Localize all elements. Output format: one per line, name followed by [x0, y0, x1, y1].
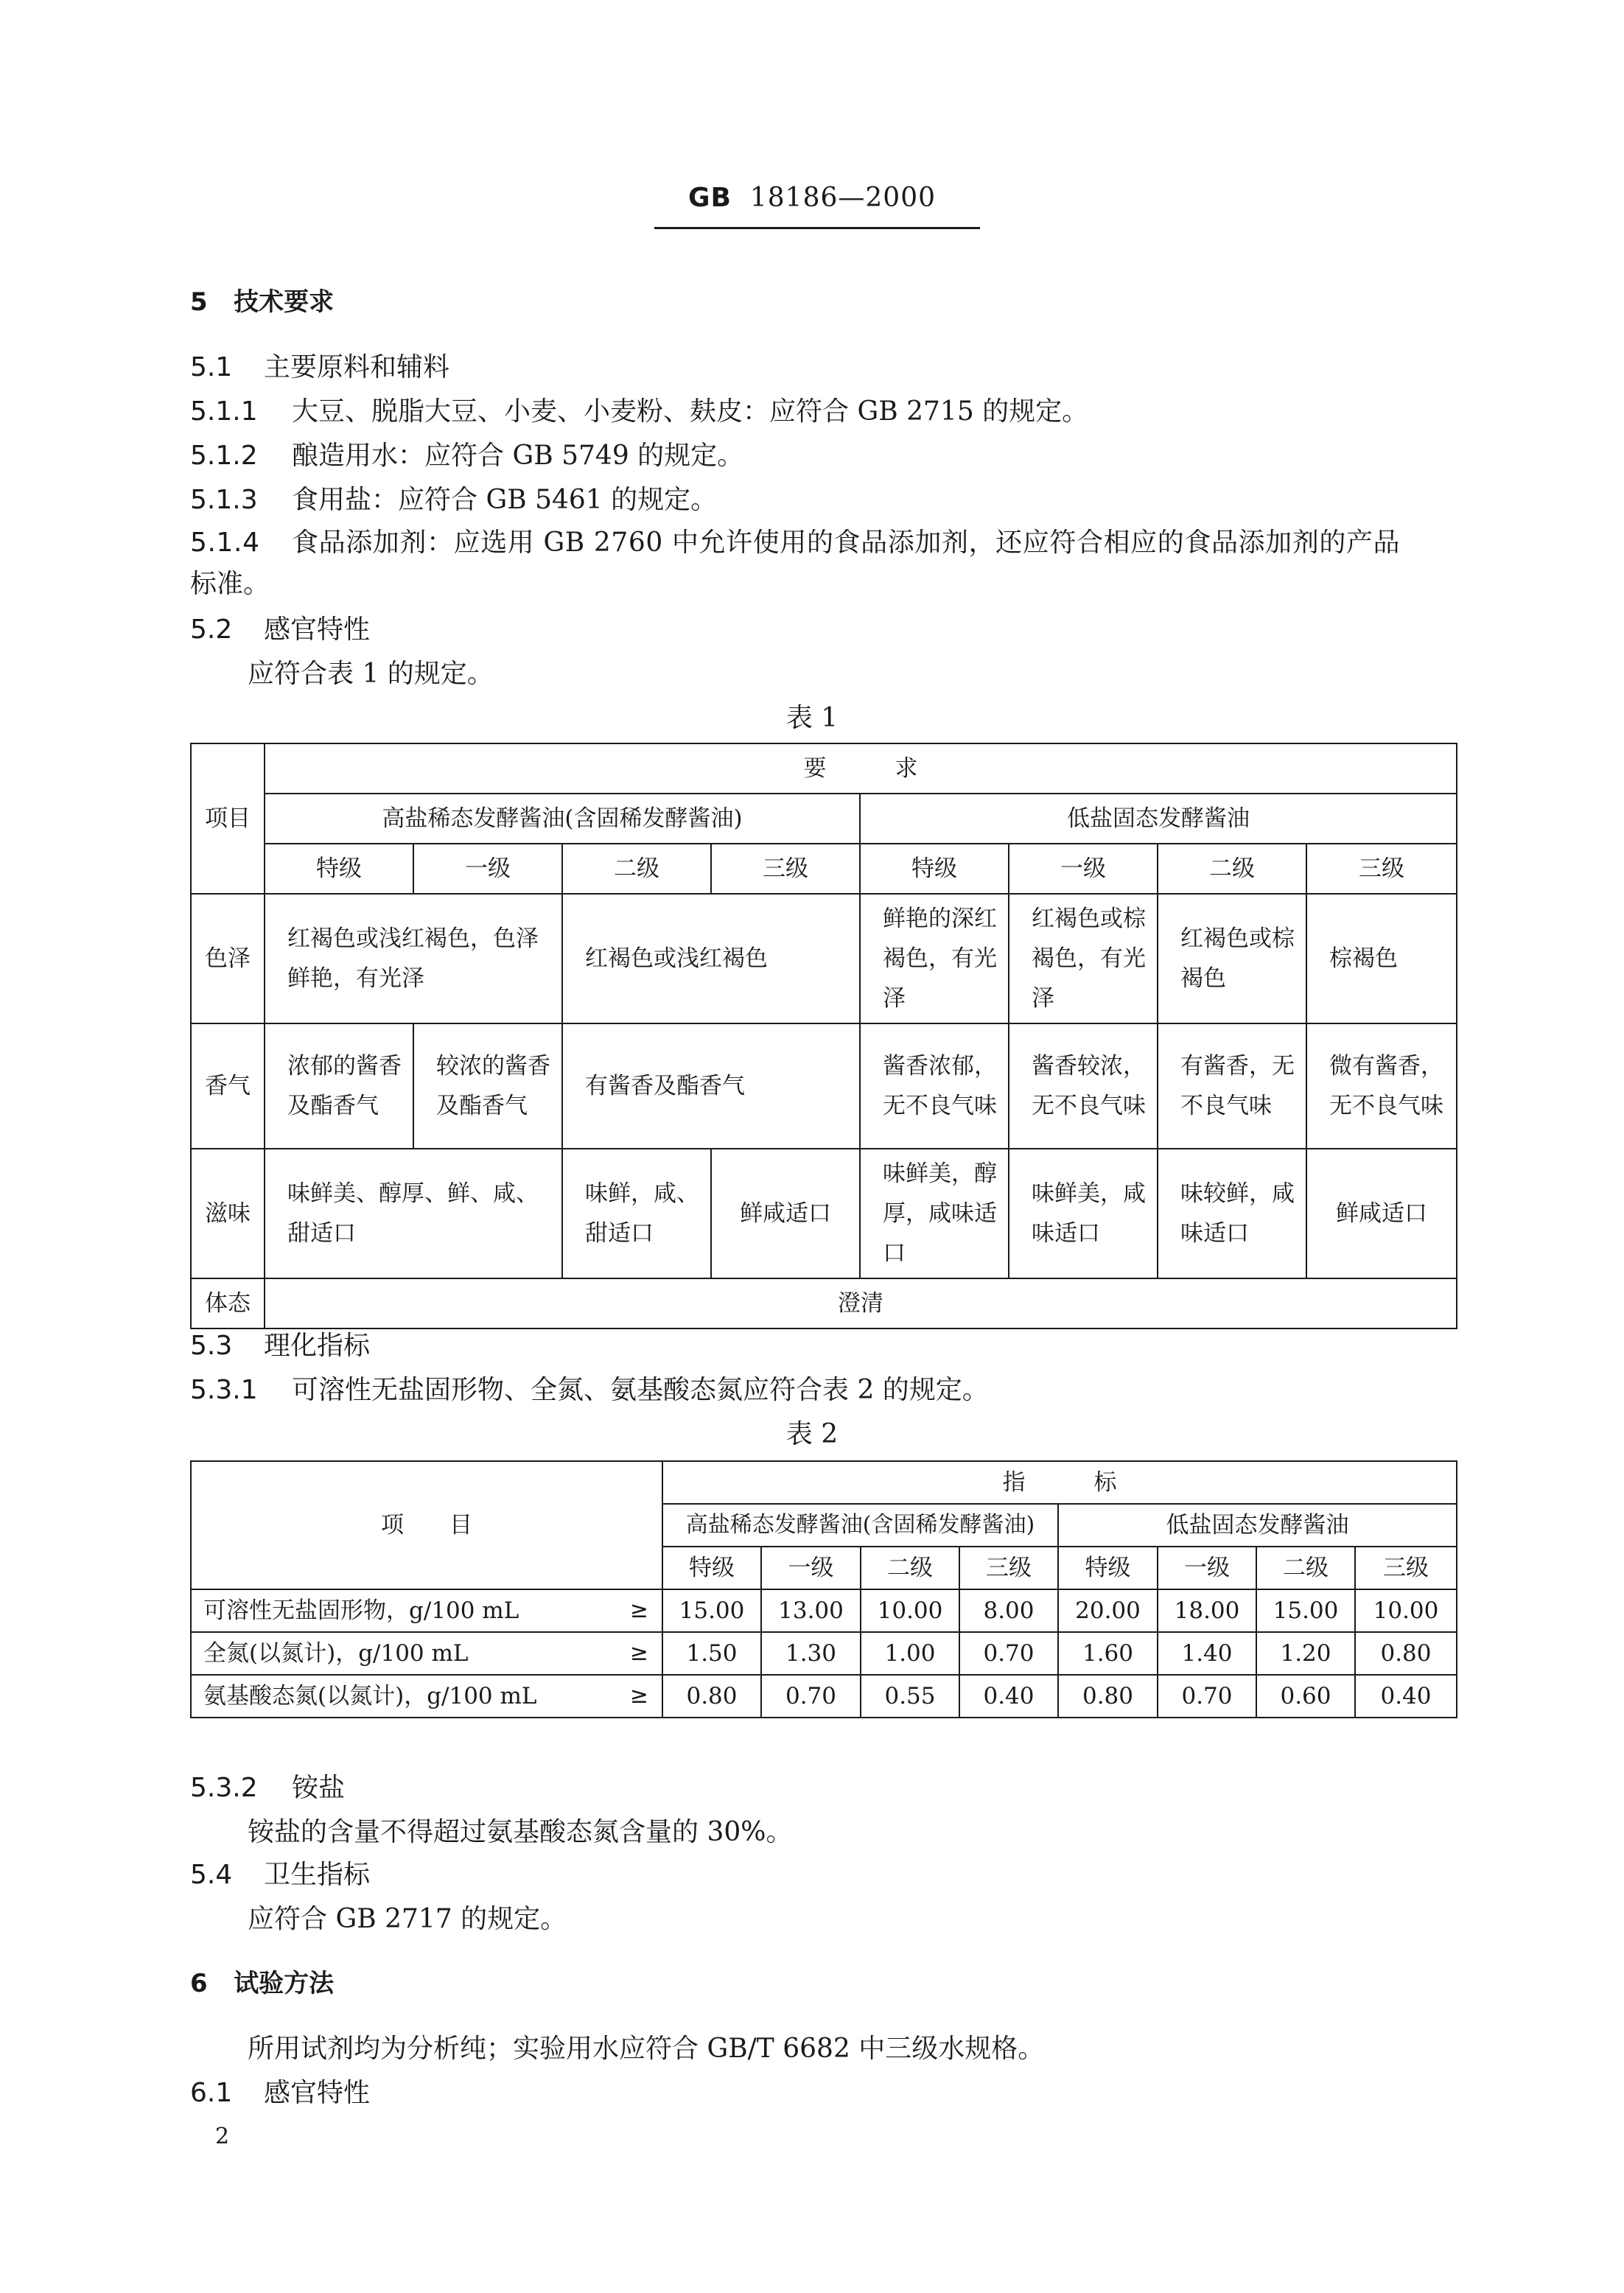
table-1-high-salt-header: 高盐稀态发酵酱油(含固稀发酵酱油): [265, 794, 860, 844]
grade-cell: 二级: [562, 844, 711, 894]
table-1-low-salt-header: 低盐固态发酵酱油: [860, 794, 1457, 844]
table-cell: 棕褐色: [1306, 894, 1457, 1023]
page-number: 2: [215, 2124, 230, 2149]
section-5-2-heading: 5.2 感官特性: [190, 615, 371, 645]
table-1-row-color: [191, 894, 1457, 1023]
table-value: 1.20: [1256, 1632, 1355, 1675]
grade-cell: 三级: [1355, 1547, 1457, 1589]
section-5-4-heading: 5.4 卫生指标: [190, 1860, 371, 1890]
table-value: 0.80: [1058, 1675, 1158, 1718]
row-label: 氨基酸态氮(以氮计)，g/100 mL ≥: [191, 1675, 662, 1718]
table-cell: 红褐色或浅红褐色，色泽鲜艳，有光泽: [265, 894, 562, 1023]
table-value: 1.60: [1058, 1632, 1158, 1675]
row-label: 滋味: [191, 1149, 265, 1278]
table-value: 0.55: [861, 1675, 959, 1718]
table-value: 15.00: [662, 1589, 761, 1632]
grade-cell: 特级: [1058, 1547, 1158, 1589]
row-label: 全氮(以氮计)，g/100 mL ≥: [191, 1632, 662, 1675]
grade-cell: 二级: [1256, 1547, 1355, 1589]
table-value: 13.00: [761, 1589, 861, 1632]
table-1-row-state: [191, 1278, 1457, 1328]
table-cell: 鲜艳的深红褐色，有光泽: [860, 894, 1009, 1023]
row-label: 色泽: [191, 894, 265, 1023]
table-1-type-row: [191, 794, 1457, 844]
table-cell: 味鲜，咸、甜适口: [562, 1149, 711, 1278]
table-cell: 红褐色或棕褐色: [1158, 894, 1306, 1023]
table-value: 0.60: [1256, 1675, 1355, 1718]
section-5-3-2-text: 铵盐的含量不得超过氨基酸态氮含量的 30%。: [248, 1817, 793, 1847]
grade-cell: 三级: [1306, 844, 1457, 894]
table-cell: 微有酱香，无不良气味: [1306, 1023, 1457, 1149]
table-1-caption: 表 1: [785, 703, 839, 733]
grade-cell: 一级: [413, 844, 562, 894]
grade-cell: 二级: [1158, 844, 1306, 894]
table-cell: 味鲜美、醇厚、鲜、咸、甜适口: [265, 1149, 562, 1278]
table-cell: 鲜咸适口: [1306, 1149, 1457, 1278]
table-value: 0.80: [662, 1675, 761, 1718]
section-5-1-heading: 5.1 主要原料和辅料: [190, 352, 450, 382]
section-5-4-text: 应符合 GB 2717 的规定。: [248, 1904, 567, 1934]
table-value: 0.80: [1355, 1632, 1457, 1675]
table-1-header-row: [191, 743, 1457, 794]
grade-cell: 特级: [860, 844, 1009, 894]
table-value: 10.00: [1355, 1589, 1457, 1632]
table-1-row-taste: [191, 1149, 1457, 1278]
table-2-row-amino-nitrogen: [191, 1675, 1457, 1718]
section-5-1-4-cont: 标准。: [190, 569, 270, 599]
section-6-heading: 6 试验方法: [190, 1969, 335, 1998]
table-cell: 浓郁的酱香及酯香气: [265, 1023, 413, 1149]
table-value: 8.00: [959, 1589, 1058, 1632]
grade-cell: 一级: [761, 1547, 861, 1589]
section-5-1-1: 5.1.1 大豆、脱脂大豆、小麦、小麦粉、麸皮：应符合 GB 2715 的规定。: [190, 396, 1089, 427]
table-2-index-header: 指 标: [662, 1461, 1457, 1504]
table-1-item-header: 项目: [191, 743, 265, 894]
header-rule: [654, 227, 980, 229]
table-1: [190, 743, 1457, 1329]
table-value: 1.50: [662, 1632, 761, 1675]
grade-cell: 一级: [1009, 844, 1158, 894]
table-cell: 澄清: [265, 1278, 1457, 1328]
table-1-grade-row: [191, 844, 1457, 894]
table-2-item-header: 项 目: [191, 1461, 662, 1589]
table-value: 0.40: [1355, 1675, 1457, 1718]
table-1-requirement-header: 要 求: [265, 743, 1457, 794]
table-cell: 味鲜美，咸味适口: [1009, 1149, 1158, 1278]
table-cell: 味鲜美，醇厚，咸味适口: [860, 1149, 1009, 1278]
table-value: 18.00: [1158, 1589, 1256, 1632]
table-value: 0.70: [761, 1675, 861, 1718]
table-2: [190, 1460, 1457, 1718]
table-value: 0.70: [1158, 1675, 1256, 1718]
section-5-heading: 5 技术要求: [190, 287, 335, 317]
section-5-1-3: 5.1.3 食用盐：应符合 GB 5461 的规定。: [190, 485, 718, 515]
row-label: 香气: [191, 1023, 265, 1149]
table-2-row-total-nitrogen: [191, 1632, 1457, 1675]
table-value: 0.70: [959, 1632, 1058, 1675]
section-5-2-text: 应符合表 1 的规定。: [248, 659, 494, 689]
table-cell: 味较鲜，咸味适口: [1158, 1149, 1306, 1278]
table-value: 1.30: [761, 1632, 861, 1675]
table-cell: 有酱香，无不良气味: [1158, 1023, 1306, 1149]
table-cell: 较浓的酱香及酯香气: [413, 1023, 562, 1149]
table-value: 20.00: [1058, 1589, 1158, 1632]
table-2-header-row: [191, 1461, 1457, 1504]
section-5-3-2-heading: 5.3.2 铵盐: [190, 1773, 346, 1803]
standard-number: GB 18186—2000: [687, 183, 937, 213]
table-cell: 有酱香及酯香气: [562, 1023, 860, 1149]
table-cell: 红褐色或浅红褐色: [562, 894, 860, 1023]
row-label: 可溶性无盐固形物，g/100 mL ≥: [191, 1589, 662, 1632]
section-5-3-heading: 5.3 理化指标: [190, 1331, 371, 1361]
section-5-1-2: 5.1.2 酿造用水：应符合 GB 5749 的规定。: [190, 441, 744, 471]
table-2-high-salt-header: 高盐稀态发酵酱油(含固稀发酵酱油): [662, 1504, 1058, 1547]
grade-cell: 三级: [959, 1547, 1058, 1589]
grade-cell: 特级: [662, 1547, 761, 1589]
table-cell: 酱香较浓，无不良气味: [1009, 1023, 1158, 1149]
table-2-caption: 表 2: [785, 1419, 839, 1449]
table-value: 0.40: [959, 1675, 1058, 1718]
section-6-1-heading: 6.1 感官特性: [190, 2078, 371, 2108]
table-1-row-aroma: [191, 1023, 1457, 1149]
table-value: 1.40: [1158, 1632, 1256, 1675]
table-2-low-salt-header: 低盐固态发酵酱油: [1058, 1504, 1457, 1547]
grade-cell: 三级: [711, 844, 860, 894]
section-5-1-4: 5.1.4 食品添加剂：应选用 GB 2760 中允许使用的食品添加剂，还应符合相应的食品添加剂的产品: [190, 528, 1401, 558]
table-value: 15.00: [1256, 1589, 1355, 1632]
row-label: 体态: [191, 1278, 265, 1328]
section-6-text: 所用试剂均为分析纯；实验用水应符合 GB/T 6682 中三级水规格。: [248, 2034, 1045, 2064]
table-value: 10.00: [861, 1589, 959, 1632]
grade-cell: 特级: [265, 844, 413, 894]
section-5-3-1: 5.3.1 可溶性无盐固形物、全氮、氨基酸态氮应符合表 2 的规定。: [190, 1375, 989, 1405]
table-2-row-solids: [191, 1589, 1457, 1632]
grade-cell: 一级: [1158, 1547, 1256, 1589]
table-value: 1.00: [861, 1632, 959, 1675]
table-cell: 红褐色或棕褐色，有光泽: [1009, 894, 1158, 1023]
table-cell: 鲜咸适口: [711, 1149, 860, 1278]
table-cell: 酱香浓郁，无不良气味: [860, 1023, 1009, 1149]
grade-cell: 二级: [861, 1547, 959, 1589]
